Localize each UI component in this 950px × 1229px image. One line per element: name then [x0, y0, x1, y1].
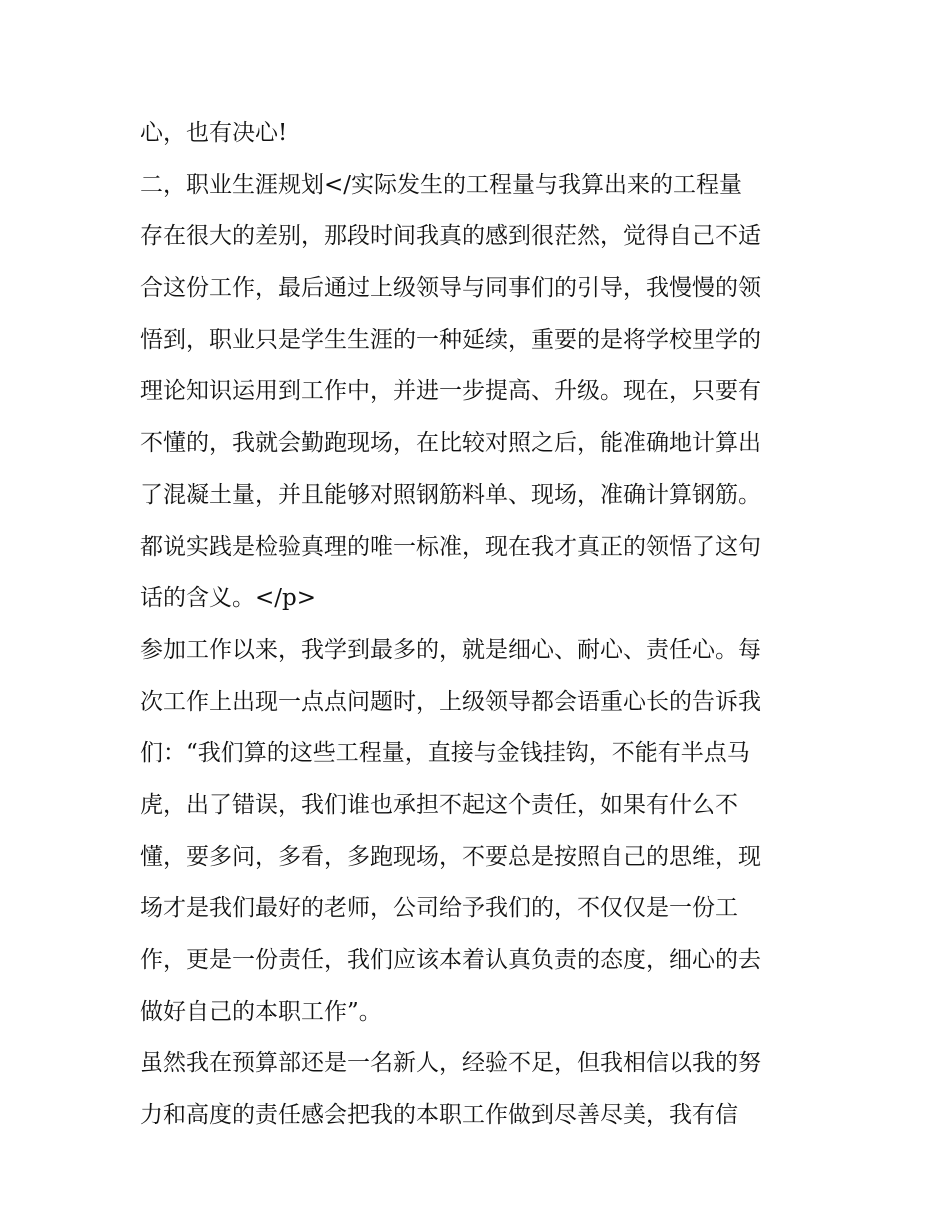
document-body — [140, 108, 820, 1142]
text-line: 理论知识运用到工作中，并进一步提高、升级。现在，只要有 — [140, 378, 761, 405]
text-line: 话的含义。</p> — [140, 585, 317, 612]
text-line: 懂，要多问，多看，多跑现场，不要总是按照自己的思维，现 — [140, 843, 761, 870]
text-line: 合这份工作，最后通过上级领导与同事们的引导，我慢慢的领 — [140, 275, 761, 302]
text-line: 二，职业生涯规划</实际发生的工程量与我算出来的工程量 — [140, 171, 743, 198]
text-line: 虽然我在预算部还是一名新人，经验不足，但我相信以我的努 — [140, 1050, 761, 1077]
text-line: 次工作上出现一点点问题时，上级领导都会语重心长的告诉我 — [140, 688, 761, 715]
text-line: 心，也有决心! — [140, 120, 288, 146]
text-line: 都说实践是检验真理的唯一标准，现在我才真正的领悟了这句 — [140, 533, 761, 560]
text-line: 场才是我们最好的老师，公司给予我们的，不仅仅是一份工 — [140, 895, 738, 922]
text-line: 虎，出了错误，我们谁也承担不起这个责任，如果有什么不 — [140, 791, 738, 818]
text-line: 做好自己的本职工作”。 — [140, 998, 382, 1025]
text-line: 力和高度的责任感会把我的本职工作做到尽善尽美，我有信 — [140, 1102, 738, 1129]
text-line: 了混凝土量，并且能够对照钢筋料单、现场，准确计算钢筋。 — [140, 481, 761, 508]
text-line: 悟到，职业只是学生生涯的一种延续，重要的是将学校里学的 — [140, 326, 761, 353]
text-line: 不懂的，我就会勤跑现场，在比较对照之后，能准确地计算出 — [140, 430, 761, 457]
text-line: 参加工作以来，我学到最多的，就是细心、耐心、责任心。每 — [140, 636, 761, 663]
text-line: 存在很大的差别，那段时间我真的感到很茫然，觉得自己不适 — [140, 223, 761, 250]
text-line: 们：“我们算的这些工程量，直接与金钱挂钩，不能有半点马 — [140, 740, 750, 767]
text-line: 作，更是一份责任，我们应该本着认真负责的态度，细心的去 — [140, 947, 761, 973]
